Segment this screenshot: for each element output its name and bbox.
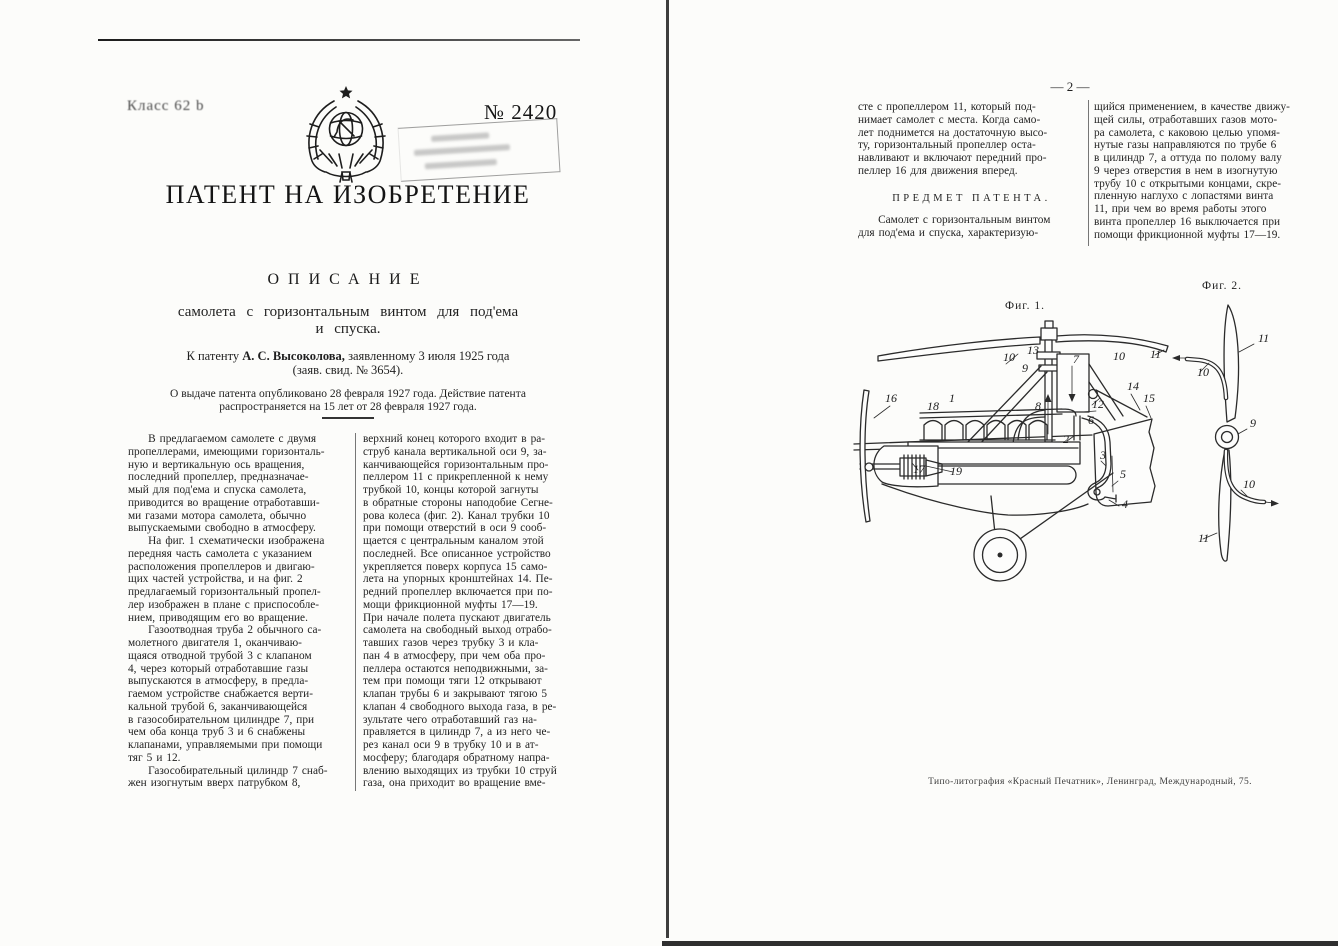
text-line: лер изображен в плане с приспособле-	[128, 598, 320, 611]
text-line: 11, при чем во время работы этого	[1094, 203, 1267, 215]
invention-subtitle-line2: и спуска.	[315, 321, 381, 337]
text-line: В предлагаемом самолете с двумя	[128, 433, 317, 445]
text-line: лет поднимется на достаточную высо-	[858, 126, 1048, 139]
soviet-emblem	[296, 84, 396, 186]
text-line: мый для под'ема и спуска самолета,	[128, 484, 307, 496]
vertical-pipe-6	[1074, 416, 1080, 440]
patent-figures-drawing	[850, 270, 1338, 740]
column-divider	[355, 433, 356, 791]
claims-heading: ПРЕДМЕТ ПАТЕНТА.	[892, 193, 1051, 204]
text-line: передняя часть самолета с указанием	[128, 547, 312, 560]
figure-ref-number: 2	[1063, 432, 1069, 446]
horizontal-propeller-left-blade	[878, 337, 1040, 361]
stamp-smudge	[431, 132, 489, 142]
text-line: нимает самолет с места. Когда само-	[858, 113, 1041, 126]
text-line: в обратные стороны наподобие Сегне-	[363, 496, 553, 509]
front-propeller-16	[860, 390, 870, 522]
text-line: струб канала вертикальной оси 9, за-	[363, 445, 547, 458]
text-line: зультате чего отработавший газ на-	[363, 713, 537, 726]
figure-1-caption: Фиг. 1.	[1005, 300, 1046, 312]
fig2-hub-9	[1216, 426, 1239, 449]
text-line: при помощи отверстий в оси 9 сооб-	[363, 522, 547, 535]
text-line: пеллером 11 с прикрепленной к нему	[363, 471, 549, 484]
class-label: Класс 62 b	[127, 98, 205, 114]
text-line: клапан 4 свободного выхода газа, в ре-	[363, 700, 557, 713]
text-line: винта пропеллер 16 выключается при	[1094, 215, 1281, 228]
figure-ref-number: 10	[1113, 349, 1125, 363]
text-line: выпускаются в атмосферу, в предла-	[128, 675, 309, 688]
figure-ref-number: 11	[1198, 531, 1210, 545]
figure-ref-number: 16	[885, 391, 897, 405]
text-line: ту, горизонтальный пропеллер оста-	[858, 139, 1036, 152]
text-line: нутые газы направляются по трубе 6	[1094, 139, 1277, 152]
text-line: Газоотводная труба 2 обычного са-	[128, 624, 322, 637]
patent-number: № 2420	[484, 100, 558, 124]
text-line: На фиг. 1 схематически изображена	[128, 535, 325, 547]
text-line: клапанами, управляемыми при помощи	[128, 739, 323, 751]
faded-stamp	[398, 118, 561, 182]
page-number: — 2 —	[1050, 79, 1090, 94]
text-line: Самолет с горизонтальным винтом	[858, 214, 1051, 226]
text-line: щийся применением, в качестве движу-	[1094, 101, 1290, 113]
column-divider	[1088, 100, 1089, 246]
text-line: чем оба конца труб 3 и 6 снабжены	[128, 726, 306, 739]
text-line: редний пропеллер включается при по-	[363, 586, 553, 598]
text-line: пеллер 16 для движения вперед.	[858, 164, 1018, 177]
text-line: 4, через который отработавшие газы	[128, 662, 309, 675]
text-line: пленную наглухо с лопастями винта	[1094, 190, 1274, 203]
figure-ref-number: 8	[1035, 399, 1041, 413]
text-line: навливают и включают передний про-	[858, 152, 1047, 164]
text-line: ра самолета, с каковою целью упомя-	[1094, 126, 1280, 139]
right-page-column-1b	[858, 214, 1085, 240]
text-line: газа, она приходит во вращение вме-	[363, 777, 546, 790]
text-line: трубкой 10, концы которой загнуты	[363, 484, 539, 496]
stamp-smudge	[414, 144, 510, 156]
text-line: расположения пропеллеров и двигаю-	[128, 560, 315, 573]
text-line: верхний конец которого входит в ра-	[363, 433, 546, 445]
text-line: молетного двигателя 1, оканчиваю-	[128, 637, 302, 649]
text-line: в цилиндр 7, а оттуда по полому валу	[1094, 152, 1282, 164]
left-page-column-1	[128, 433, 355, 790]
text-line: рова колеса (фиг. 2). Канал трубки 10	[363, 509, 550, 522]
invention-subtitle-line1: самолета с горизонтальным винтом для под'ема	[177, 304, 519, 320]
figure-ref-number: 14	[1127, 379, 1139, 393]
figure-ref-number: 11	[1258, 331, 1270, 345]
figure-ref-number: 10	[1003, 350, 1015, 364]
figure-ref-number: 11	[1150, 347, 1162, 361]
text-line: При начале полета пускают двигатель	[363, 611, 551, 624]
figure-ref-number: 15	[1143, 391, 1155, 405]
figure-ref-number: 10	[1197, 365, 1209, 379]
figure-ref-number: 3	[1100, 448, 1106, 462]
text-line: последней. Все описанное устройство	[363, 547, 551, 560]
text-line: последний пропеллер, предназначае-	[128, 471, 309, 484]
text-line: мощи фрикционной муфты 17—19.	[363, 598, 538, 611]
fig2-upper-blade	[1224, 305, 1238, 422]
right-page-column-2	[1094, 101, 1321, 241]
figure-ref-number: 12	[1092, 397, 1104, 411]
text-line: помощи фрикционной муфты 17—19.	[1094, 228, 1281, 241]
text-line: 9 через отверстия в нем в изогнутую	[1094, 164, 1278, 177]
figure-ref-number: 10	[1243, 477, 1255, 491]
text-line: щих частей устройства, и на фиг. 2	[128, 573, 303, 586]
publication-note-line1: О выдаче патента опубликовано 28 февраля 1927 года. Действие патента	[170, 388, 526, 400]
figure-ref-number: 4	[1122, 497, 1128, 511]
text-line: сте с пропеллером 11, который под-	[858, 101, 1036, 113]
text-line: тяг 5 и 12.	[128, 751, 181, 764]
attribution-line	[118, 349, 578, 364]
figure-ref-number: 7	[1073, 352, 1079, 366]
text-line: щей силы, отработавших газов мото-	[1094, 113, 1278, 126]
text-line: канчивающейся горизонтальным про-	[363, 458, 549, 471]
text-line: для под'ема и спуска, характеризую-	[858, 226, 1039, 239]
printer-imprint: Типо-литография «Красный Печатник», Ленинград, Международный, 75.	[928, 777, 1252, 787]
text-line: пропеллерами, имеющими горизонталь-	[128, 445, 325, 458]
text-line: тавших газов через трубку 3 и кла-	[363, 637, 539, 649]
text-line: лета на упорных кронштейнах 14. Пе-	[363, 573, 553, 586]
stamp-smudge	[425, 159, 497, 169]
application-certificate: (заяв. свид. № 3654).	[292, 363, 404, 377]
figure-ref-number: 17	[913, 462, 925, 476]
text-line: в газособирательном цилиндре 7, при	[128, 713, 315, 726]
text-line: самолета на свободный выход отрабо-	[363, 624, 552, 637]
figure-ref-number: 6	[1088, 413, 1094, 427]
left-page-column-2	[363, 433, 590, 790]
text-line: мосферу; благодаря обратному напра-	[363, 751, 550, 764]
attribution-suffix: заявленному 3 июля 1925 года	[348, 349, 510, 363]
text-line: трубу 10 с открытыми концами, скре-	[1094, 177, 1281, 190]
page-separator-line	[666, 0, 669, 938]
text-line: клапан трубы 6 и закрывают тягою 5	[363, 688, 548, 700]
divider-rule	[322, 417, 374, 419]
text-line: тем при помощи тяги 12 открывают	[363, 675, 542, 688]
text-line: нием, приводящим его во вращение.	[128, 611, 308, 624]
right-page-column-1	[858, 101, 1085, 178]
text-line: щается с центральным каналом этой	[363, 535, 544, 547]
text-line: приводится во вращение отработавши-	[128, 496, 320, 509]
attribution-prefix: К патенту	[186, 349, 240, 363]
figure-ref-number: 1	[949, 391, 955, 405]
scan-edge-line	[98, 39, 580, 41]
text-line: ми газами мотора самолета, обычно	[128, 509, 307, 522]
figure-2-caption: Фиг. 2.	[1202, 280, 1243, 292]
figure-ref-number: 5	[1120, 467, 1126, 481]
text-line: гаемом устройстве снабжается верти-	[128, 688, 313, 700]
figure-ref-number: 18	[927, 399, 939, 413]
text-line: пеллера остаются неподвижными, за-	[363, 662, 548, 675]
text-line: ную и вертикальную ось вращения,	[128, 458, 305, 471]
text-line: кальной трубой 6, заканчивающейся	[128, 700, 308, 713]
section-title: ОПИСАНИЕ	[267, 271, 429, 288]
text-line: жен изогнутым вверх патрубком 8,	[128, 777, 301, 790]
text-line: выпускаемыми свободно в атмосферу.	[128, 522, 316, 535]
text-line: щаяся отводной трубой 3 с клапаном	[128, 649, 312, 662]
text-line: влению выходящих из трубки 10 струй	[363, 764, 557, 777]
figure-ref-number: 9	[1250, 416, 1256, 430]
text-line: правляется в цилиндр 7, а из него че-	[363, 726, 551, 739]
document-title: ПАТЕНТ НА ИЗОБРЕТЕНИЕ	[165, 180, 531, 209]
scan-bottom-bar	[662, 941, 1338, 946]
fuselage-bottom	[882, 484, 1088, 515]
figure-ref-number: 19	[950, 464, 962, 478]
publication-note-line2: распространяется на 15 лет от 28 февраля 1927 года.	[219, 401, 477, 413]
text-line: пан 4 в атмосферу, при чем оба про-	[363, 649, 546, 662]
inventor-name: А. С. Высоколова,	[242, 349, 345, 363]
text-line: Газособирательный цилиндр 7 снаб-	[128, 764, 328, 777]
text-line: предлагаемый горизонтальный пропел-	[128, 586, 321, 598]
text-line: укрепляется поверх корпуса 15 само-	[363, 560, 548, 573]
figure-ref-number: 13	[1027, 343, 1039, 357]
text-line: рез канал оси 9 в трубку 10 и в ат-	[363, 739, 539, 751]
figure-ref-number: 9	[1022, 361, 1028, 375]
